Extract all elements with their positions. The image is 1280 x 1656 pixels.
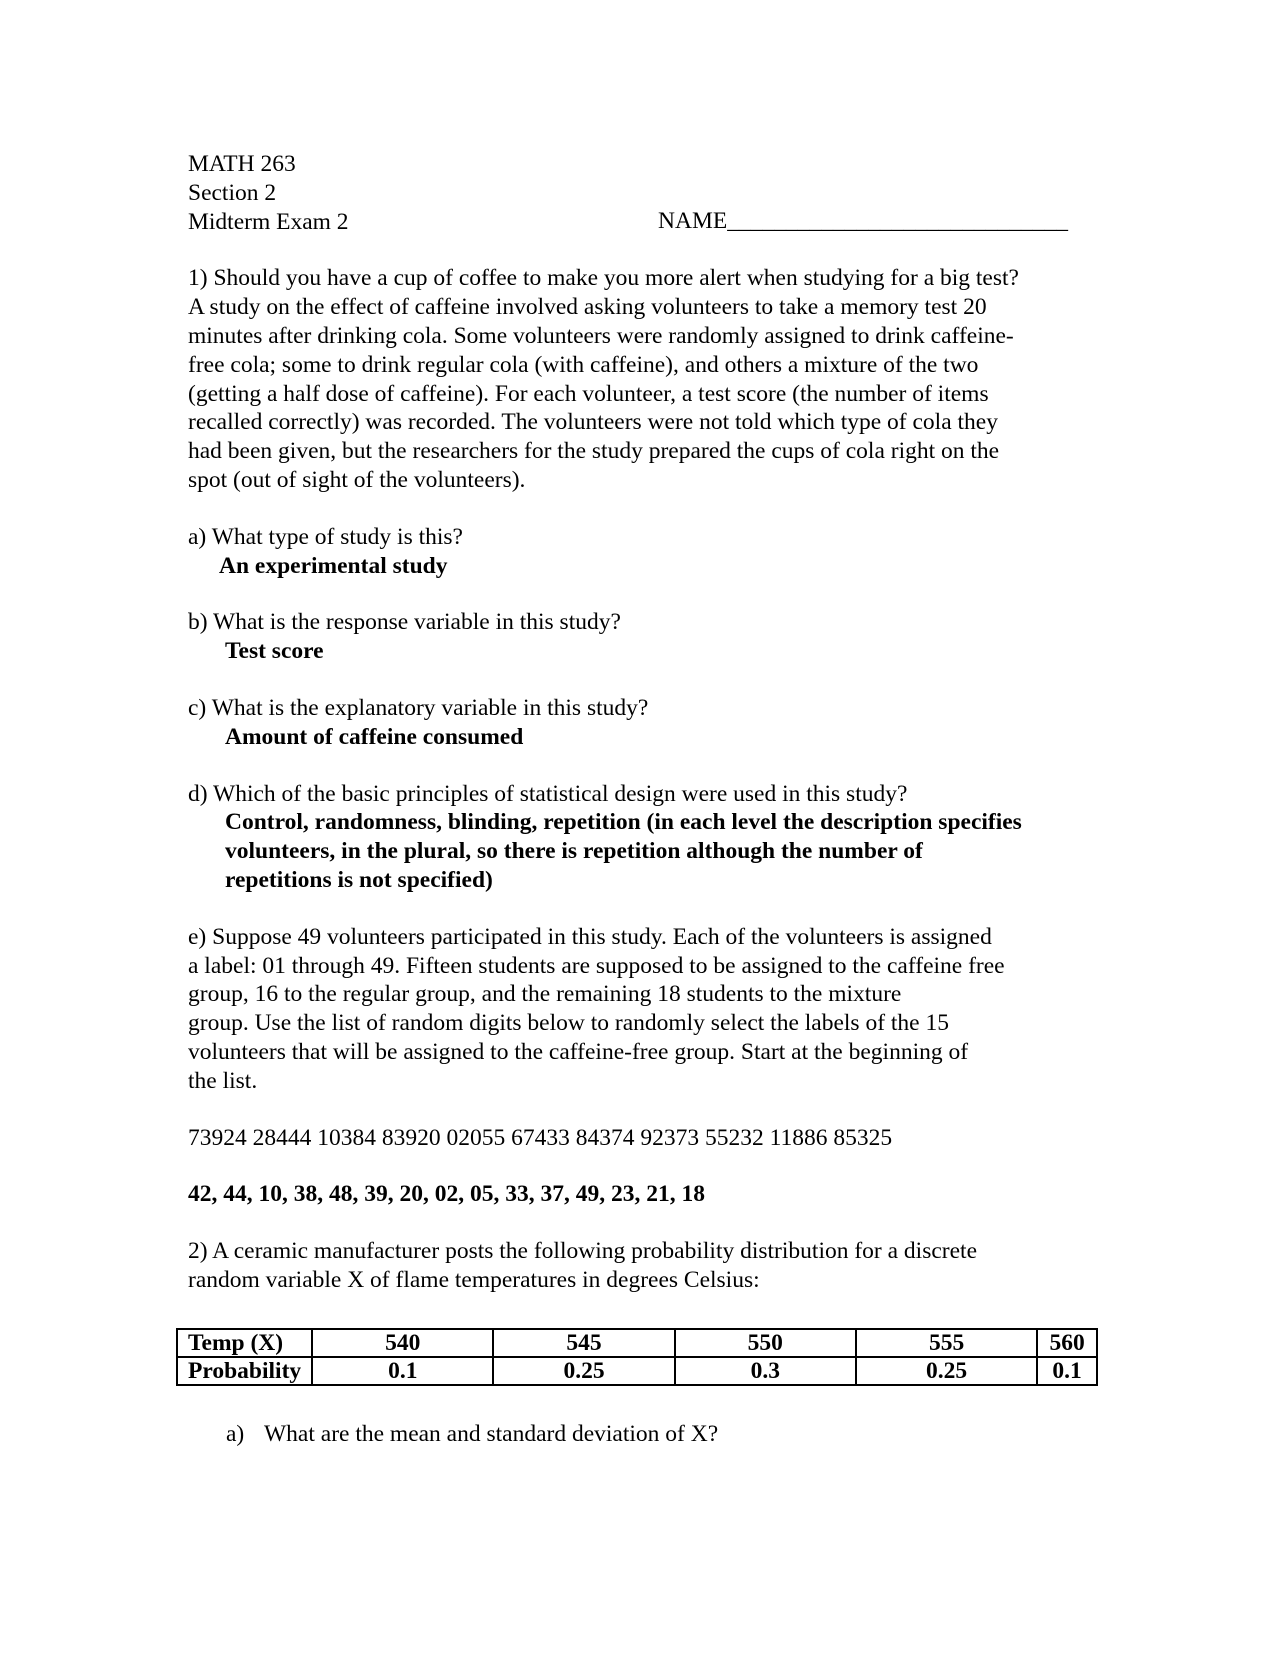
q1-line: free cola; some to drink regular cola (with caffeine), and others a mixture of the two bbox=[188, 351, 979, 378]
prob-cell: 0.1 bbox=[1037, 1357, 1097, 1385]
temp-cell: 560 bbox=[1037, 1329, 1097, 1357]
q1-line: A study on the effect of caffeine involved asking volunteers to take a memory test 20 bbox=[188, 294, 987, 321]
table-row bbox=[177, 1357, 1097, 1385]
q1d-answer-line: volunteers, in the plural, so there is repetition although the number of bbox=[225, 838, 923, 865]
prob-cell: 0.1 bbox=[312, 1357, 493, 1385]
exam-header bbox=[188, 150, 1108, 236]
q1b-question: b) What is the response variable in this study? bbox=[188, 609, 621, 636]
question-2-stem bbox=[188, 1237, 1108, 1295]
q1-line: had been given, but the researchers for the study prepared the cups of cola right on the bbox=[188, 438, 1000, 465]
row-header-temp: Temp (X) bbox=[177, 1329, 312, 1357]
question-1-stem bbox=[188, 264, 1108, 494]
prob-cell: 0.25 bbox=[856, 1357, 1037, 1385]
q1-line: spot (out of sight of the volunteers). bbox=[188, 466, 526, 493]
q1d-answer-line: repetitions is not specified) bbox=[225, 866, 493, 893]
question-1c bbox=[188, 694, 1108, 752]
random-digits: 73924 28444 10384 83920 02055 67433 84374 92373 55232 11886 85325 bbox=[188, 1124, 893, 1151]
q1d-answer-line: Control, randomness, blinding, repetition (in each level the description specifies bbox=[225, 809, 1022, 836]
question-1b bbox=[188, 608, 1108, 666]
temp-cell: 550 bbox=[675, 1329, 856, 1357]
q2a-label: a) bbox=[226, 1421, 245, 1447]
course-title: MATH 263 bbox=[188, 151, 296, 177]
temp-cell: 555 bbox=[856, 1329, 1037, 1357]
question-2a bbox=[226, 1420, 718, 1449]
temp-cell: 540 bbox=[312, 1329, 493, 1357]
prob-cell: 0.3 bbox=[675, 1357, 856, 1385]
q1-line: minutes after drinking cola. Some volunteers were randomly assigned to drink caffeine- bbox=[188, 322, 1014, 349]
q1e-line: group. Use the list of random digits below to randomly select the labels of the 15 bbox=[188, 1010, 949, 1037]
q1-line: recalled correctly) was recorded. The volunteers were not told which type of cola they bbox=[188, 409, 998, 436]
section-label: Section 2 bbox=[188, 179, 277, 206]
q2-line: 2) A ceramic manufacturer posts the following probability distribution for a discrete bbox=[188, 1238, 977, 1265]
q1d-question: d) Which of the basic principles of statistical design were used in this study? bbox=[188, 780, 908, 807]
name-field: NAME_____________________________ bbox=[658, 207, 1068, 234]
q1-line: (getting a half dose of caffeine). For each volunteer, a test score (the number of items bbox=[188, 380, 989, 407]
q1a-answer: An experimental study bbox=[219, 552, 448, 579]
q2-line: random variable X of flame temperatures in degrees Celsius: bbox=[188, 1266, 760, 1293]
q1e-line: volunteers that will be assigned to the caffeine-free group. Start at the beginning of bbox=[188, 1038, 969, 1065]
q2a-question: What are the mean and standard deviation of X? bbox=[264, 1421, 719, 1447]
q1e-answer: 42, 44, 10, 38, 48, 39, 20, 02, 05, 33, 37, 49, 23, 21, 18 bbox=[188, 1181, 705, 1208]
exam-title: Midterm Exam 2 bbox=[188, 208, 349, 235]
q1c-answer: Amount of caffeine consumed bbox=[225, 723, 524, 750]
question-1e bbox=[188, 923, 1108, 1096]
q1-line: 1) Should you have a cup of coffee to make you more alert when studying for a big test? bbox=[188, 265, 1019, 292]
row-header-probability: Probability bbox=[177, 1357, 312, 1385]
q1b-answer: Test score bbox=[225, 638, 324, 665]
q1e-line: e) Suppose 49 volunteers participated in this study. Each of the volunteers is assigned bbox=[188, 923, 992, 950]
q1a-question: a) What type of study is this? bbox=[188, 523, 463, 550]
q1e-line: the list. bbox=[188, 1067, 258, 1094]
prob-cell: 0.25 bbox=[493, 1357, 674, 1385]
q1c-question: c) What is the explanatory variable in this study? bbox=[188, 694, 649, 721]
exam-page bbox=[188, 150, 1108, 1295]
temp-cell: 545 bbox=[493, 1329, 674, 1357]
q1e-line: group, 16 to the regular group, and the remaining 18 students to the mixture bbox=[188, 981, 902, 1008]
q1e-line: a label: 01 through 49. Fifteen students are supposed to be assigned to the caffeine free bbox=[188, 952, 1005, 979]
question-1a bbox=[188, 523, 1108, 581]
table-row bbox=[177, 1329, 1097, 1357]
question-1d bbox=[188, 780, 1108, 895]
probability-table bbox=[176, 1328, 1098, 1386]
